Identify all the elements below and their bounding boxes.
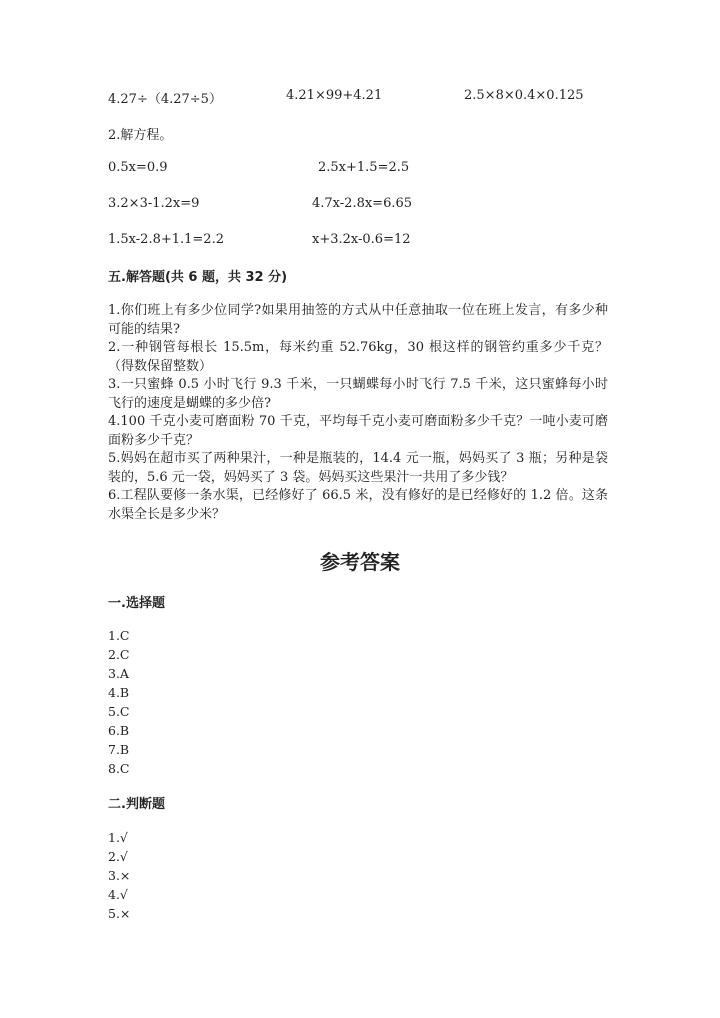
answer-item: 8.C: [108, 761, 130, 776]
judge-answer-list: [108, 828, 130, 923]
problem-item: 2.一种钢管每根长 15.5m，每米约重 52.76kg，30 根这样的钢管约重多少千克？（得数保留整数）: [108, 340, 608, 374]
problem-item: 1.你们班上有多少位同学?如果用抽签的方式从中任意抽取一位在班上发言，有多少种可能的结果?: [108, 303, 608, 337]
problem-item: 3.一只蜜蜂 0.5 小时飞行 9.3 千米，一只蝴蝶每小时飞行 7.5 千米，这只蜜蜂每小时飞行的速度是蝴蝶的多少倍?: [108, 377, 608, 411]
answer-item: 2.√: [108, 849, 128, 864]
equation: 0.5x=0.9: [108, 160, 168, 175]
equation: 2.5x+1.5=2.5: [318, 160, 410, 175]
answer-item: 1.C: [108, 628, 130, 643]
answer-item: 6.B: [108, 723, 130, 738]
answer-item: 3.A: [108, 666, 129, 681]
calc-expression-1: 4.27÷（4.27÷5）: [108, 92, 222, 107]
problem-list: [108, 302, 608, 524]
equation: 4.7x-2.8x=6.65: [312, 196, 413, 211]
equation: 3.2×3-1.2x=9: [108, 196, 200, 211]
problem-item: 4.100 千克小麦可磨面粉 70 千克，平均每千克小麦可磨面粉多少千克？一吨小麦可磨面粉多少千克？: [108, 414, 608, 448]
equation-row-2: [108, 196, 618, 216]
problem-item: 6.工程队要修一条水渠，已经修好了 66.5 米，没有修好的是已经修好的 1.2 倍。这条水渠全长是多少米？: [108, 488, 608, 522]
answer-item: 1.√: [108, 830, 128, 845]
answer-item: 4.B: [108, 685, 130, 700]
answers-title: 参考答案: [320, 550, 400, 574]
calc-row: [108, 88, 618, 108]
section-5-title: 五.解答题(共 6 题，共 32 分): [108, 270, 288, 285]
answer-item: 7.B: [108, 742, 130, 757]
answer-item: 5.×: [108, 906, 131, 921]
answer-item: 4.√: [108, 887, 128, 902]
problem-item: 5.妈妈在超市买了两种果汁，一种是瓶装的，14.4 元一瓶，妈妈买了 3 瓶；另种是袋装的，5.6 元一袋，妈妈买了 3 袋。妈妈买这些果汁一共用了多少钱？: [108, 451, 608, 485]
answer-item: 5.C: [108, 704, 130, 719]
choice-section-title: 一.选择题: [108, 596, 165, 611]
equation: x+3.2x-0.6=12: [312, 232, 411, 247]
judge-section-title: 二.判断题: [108, 797, 165, 812]
equation-row-1: [108, 160, 618, 180]
equations-title: 2.解方程。: [108, 128, 173, 143]
equation-row-3: [108, 232, 618, 252]
equation: 1.5x-2.8+1.1=2.2: [108, 232, 224, 247]
choice-answer-list: [108, 626, 130, 778]
calc-expression-3: 2.5×8×0.4×0.125: [464, 88, 584, 103]
calc-expression-2: 4.21×99+4.21: [286, 88, 383, 103]
answer-item: 3.×: [108, 868, 131, 883]
answer-item: 2.C: [108, 647, 130, 662]
